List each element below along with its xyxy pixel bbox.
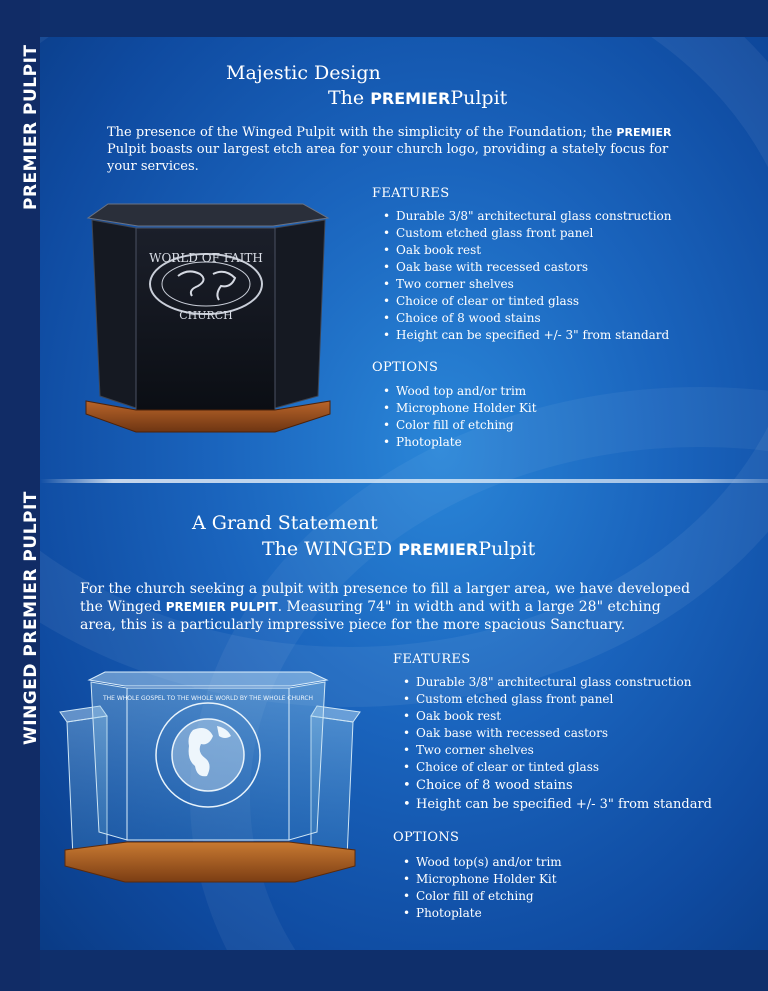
section1-intro: The presence of the Winged Pulpit with the simplicity of the Foundation; the PREMIER Pulpit boasts our largest etch area for your church logo, providing a stately focus for your services.	[107, 125, 672, 174]
section2-intro: For the church seeking a pulpit with presence to fill a larger area, we have developed the Winged PREMIER PULPIT. Measuring 74" in width and with a large 28" etching area, this is a particularly impressive piece for the more spacious Sanctuary.	[80, 581, 691, 633]
list-item: • Two corner shelves	[383, 276, 672, 293]
section2-title-line2: The WINGED PREMIERPulpit	[262, 538, 536, 560]
list-item: • Choice of clear or tinted glass	[383, 293, 672, 310]
list-item: • Oak base with recessed castors	[383, 259, 672, 276]
list-item: • Durable 3/8" architectural glass construction	[403, 674, 712, 691]
brand-name: PREMIER	[398, 540, 479, 559]
list-item: • Durable 3/8" architectural glass construction	[383, 208, 672, 225]
list-item: • Height can be specified +/- 3" from standard	[403, 795, 712, 814]
section1-title-line1: Majestic Design	[226, 62, 381, 84]
list-item: • Custom etched glass front panel	[403, 691, 712, 708]
premier-pulpit-image	[78, 196, 343, 451]
section1-options-list	[383, 383, 537, 451]
list-item: • Microphone Holder Kit	[383, 400, 537, 417]
section1-features-heading: FEATURES	[372, 186, 450, 201]
winged-premier-pulpit-image	[55, 660, 365, 900]
section2-title-line1: A Grand Statement	[192, 512, 378, 534]
list-item: • Choice of 8 wood stains	[383, 310, 672, 327]
side-label-premier: PREMIER PULPIT	[21, 44, 41, 210]
list-item: • Color fill of etching	[383, 417, 537, 434]
section1-features-list	[383, 208, 672, 344]
section1-title-line2: The PREMIERPulpit	[328, 87, 508, 109]
side-label-winged: WINGED PREMIER PULPIT	[21, 491, 41, 745]
list-item: • Oak base with recessed castors	[403, 725, 712, 742]
section1-options-heading: OPTIONS	[372, 360, 439, 375]
list-item: • Custom etched glass front panel	[383, 225, 672, 242]
list-item: • Choice of clear or tinted glass	[403, 759, 712, 776]
list-item: • Oak book rest	[383, 242, 672, 259]
list-item: • Choice of 8 wood stains	[403, 776, 712, 795]
list-item: • Wood top and/or trim	[383, 383, 537, 400]
list-item: • Microphone Holder Kit	[403, 871, 562, 888]
section-divider	[40, 479, 768, 483]
list-item: • Wood top(s) and/or trim	[403, 854, 562, 871]
etch-ring-text: THE WHOLE GOSPEL TO THE WHOLE WORLD BY THE WHOLE CHURCH	[102, 695, 314, 702]
section2-features-list	[403, 674, 712, 814]
section2-options-heading: OPTIONS	[393, 830, 460, 845]
list-item: • Photoplate	[383, 434, 537, 451]
list-item: • Height can be specified +/- 3" from standard	[383, 327, 672, 344]
list-item: • Photoplate	[403, 905, 562, 922]
bottom-band	[40, 950, 768, 991]
etch-text-bottom: CHURCH	[179, 309, 233, 322]
brand-name: PREMIER	[370, 89, 451, 108]
section2-features-heading: FEATURES	[393, 652, 471, 667]
top-band	[40, 0, 768, 37]
section2-options-list	[403, 854, 562, 922]
list-item: • Oak book rest	[403, 708, 712, 725]
etch-text-top: WORLD OF FAITH	[149, 251, 263, 265]
list-item: • Two corner shelves	[403, 742, 712, 759]
list-item: • Color fill of etching	[403, 888, 562, 905]
